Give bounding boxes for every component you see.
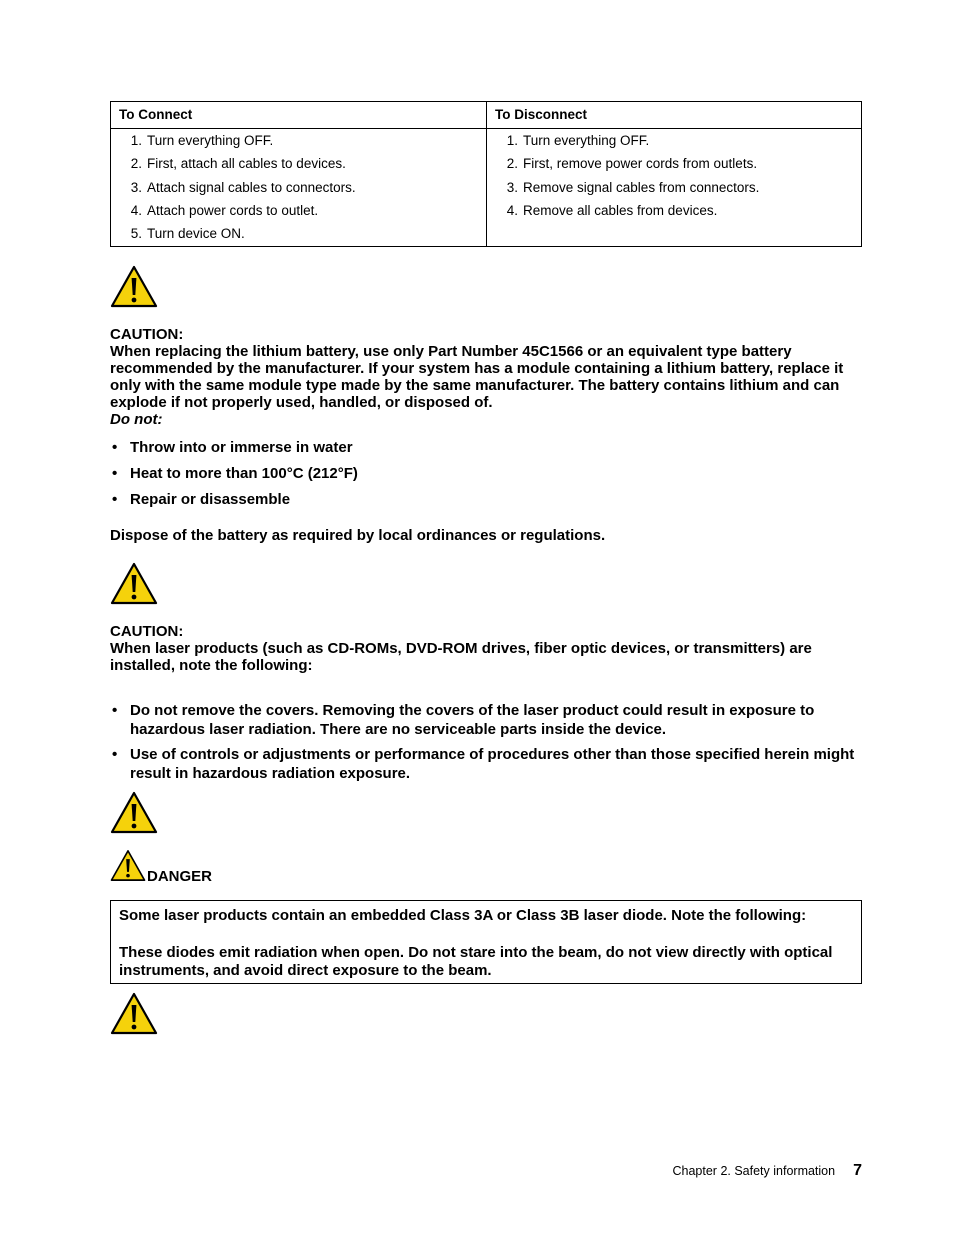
disconnect-step: 2. First, remove power cords from outlets. — [506, 156, 758, 172]
page-footer — [673, 1162, 863, 1180]
list-item: • Heat to more than 100°C (212°F) — [112, 465, 358, 482]
battery-bullets — [110, 438, 862, 516]
laser-bullets — [110, 701, 862, 783]
danger-warning-icon — [110, 849, 146, 882]
disconnect-step: 3. Remove signal cables from connectors. — [506, 179, 760, 195]
caution-label: CAUTION: — [110, 326, 184, 343]
caution-text: When replacing the lithium battery, use only Part Number 45C1566 or an equivalent type battery recommended by the manufacturer. If your system has a module containing a lithium battery, replace it only with the same module type made by the same manufacturer. The battery contains lithium and can explode if not properly used, handled, or disposed of. — [110, 343, 844, 411]
connect-step: 2. First, attach all cables to devices. — [130, 156, 346, 172]
caution-label: CAUTION: — [110, 623, 184, 640]
connect-step: 5. Turn device ON. — [130, 226, 245, 242]
dispose-text: Dispose of the battery as required by local ordinances or regulations. — [110, 527, 606, 544]
list-item: • Do not remove the covers. Removing the covers of the laser product could result in exposure to hazardous laser radiation. There are no serviceable parts inside the device. — [112, 702, 815, 738]
list-item: • Repair or disassemble — [112, 491, 291, 508]
do-not-label: Do not: — [110, 411, 163, 428]
chapter-title: Chapter 2. Safety information — [672, 1164, 836, 1178]
caution-text: When laser products (such as CD-ROMs, DVD-ROM drives, fiber optic devices, or transmitters) are installed, note the following: — [110, 640, 812, 674]
warning-triangle-icon — [110, 265, 158, 308]
connect-step: 3. Attach signal cables to connectors. — [130, 179, 356, 195]
danger-line-2: These diodes emit radiation when open. Do not stare into the beam, do not view directly with optical instruments, and avoid direct exposure to the beam. — [119, 944, 833, 979]
connect-disconnect-table — [110, 101, 862, 247]
danger-box — [110, 900, 862, 984]
disconnect-step: 1. Turn everything OFF. — [506, 133, 650, 148]
connect-column — [111, 102, 486, 246]
danger-line-1: Some laser products contain an embedded Class 3A or Class 3B laser diode. Note the following: — [119, 907, 807, 924]
page-number: 7 — [853, 1162, 862, 1179]
list-item: • Throw into or immerse in water — [112, 439, 353, 456]
connect-step: 1. Turn everything OFF. — [130, 133, 274, 148]
danger-label: DANGER — [147, 868, 213, 885]
connect-step: 4. Attach power cords to outlet. — [130, 202, 319, 218]
warning-triangle-icon — [110, 562, 158, 605]
list-item: • Use of controls or adjustments or performance of procedures other than those specified herein might result in hazardous radiation exposure. — [112, 746, 855, 782]
disconnect-header: To Disconnect — [487, 102, 861, 129]
disconnect-column — [486, 102, 861, 246]
disconnect-steps — [487, 129, 861, 226]
warning-triangle-icon — [110, 791, 158, 834]
laser-caution — [110, 623, 862, 674]
warning-triangle-icon — [110, 992, 158, 1035]
battery-caution — [110, 326, 862, 428]
connect-header: To Connect — [111, 102, 486, 129]
disconnect-step: 4. Remove all cables from devices. — [506, 202, 718, 218]
connect-steps — [111, 129, 486, 249]
